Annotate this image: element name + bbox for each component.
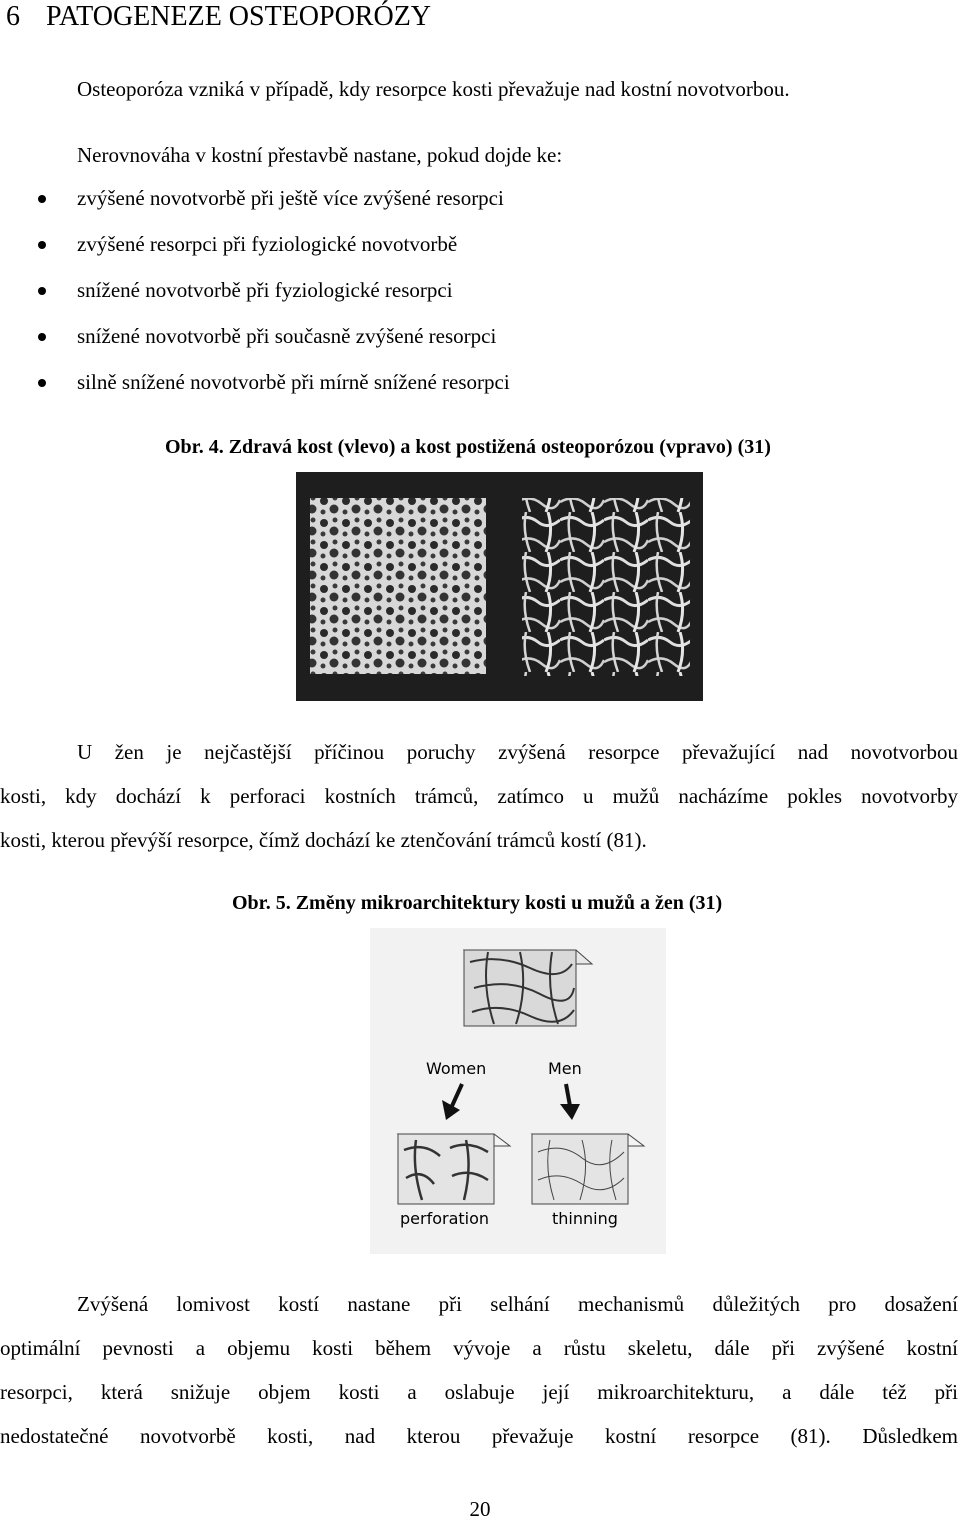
men-arrow-icon	[560, 1084, 580, 1120]
osteoporotic-bone-block	[522, 498, 690, 676]
women-arrow-icon	[442, 1084, 462, 1120]
bullet-icon	[38, 287, 46, 295]
bullet-icon	[38, 379, 46, 387]
women-label: Women	[426, 1059, 487, 1078]
perforation-label: perforation	[400, 1209, 490, 1228]
normal-bone-block	[464, 950, 592, 1026]
bone-structure-illustration	[296, 472, 703, 701]
thinning-label: thinning	[552, 1209, 618, 1228]
microarchitecture-illustration	[370, 928, 666, 1254]
imbalance-lead: Nerovnováha v kostní přestavbě nastane, pokud dojde ke:	[77, 143, 563, 167]
bullet-icon	[38, 333, 46, 341]
fragility-paragraph: Zvýšená lomivost kostí nastane při selhání mechanismů důležitých pro dosažení optimální pevnosti a objemu kosti během vývoje a růstu skeletu, dále při zvýšené kostní resorpci, která snižuje objem kosti a oslabuje její mikroarchitekturu, a dále též při nedostatečné novotvorbě kosti, nad kterou převažuje kostní resorpce (81). Důsledkem	[0, 1292, 958, 1448]
figure-4-caption: Obr. 4. Zdravá kost (vlevo) a kost postižená osteoporózou (vpravo) (31)	[165, 436, 771, 458]
chapter-title: PATOGENEZE OSTEOPORÓZY	[46, 1, 432, 32]
thinning-bone-block	[532, 1134, 644, 1204]
bullet-icon	[38, 241, 46, 249]
intro-paragraph: Osteoporóza vzniká v případě, kdy resorpce kosti převažuje nad kostní novotvorbou.	[77, 77, 790, 101]
perforation-bone-block	[398, 1134, 510, 1204]
page-number: 20	[469, 1497, 491, 1521]
healthy-bone-block	[310, 498, 486, 674]
chapter-heading	[6, 0, 431, 34]
figure-5-caption: Obr. 5. Změny mikroarchitektury kosti u mužů a žen (31)	[232, 892, 723, 914]
microarchitecture-diagram	[370, 928, 666, 1254]
chapter-number: 6	[6, 1, 20, 32]
bullet-icon	[38, 195, 46, 203]
men-label: Men	[548, 1059, 582, 1078]
causes-paragraph: U žen je nejčastější příčinou poruchy zvýšená resorpce převažující nad novotvorbou kosti, kdy dochází k perforaci kostních trámců, zatímco u mužů nacházíme pokles novotvorby kosti, kterou převýší resorpce, čímž dochází ke ztenčování trámců kostí (81).	[0, 740, 958, 852]
bone-comparison-image	[296, 472, 703, 701]
